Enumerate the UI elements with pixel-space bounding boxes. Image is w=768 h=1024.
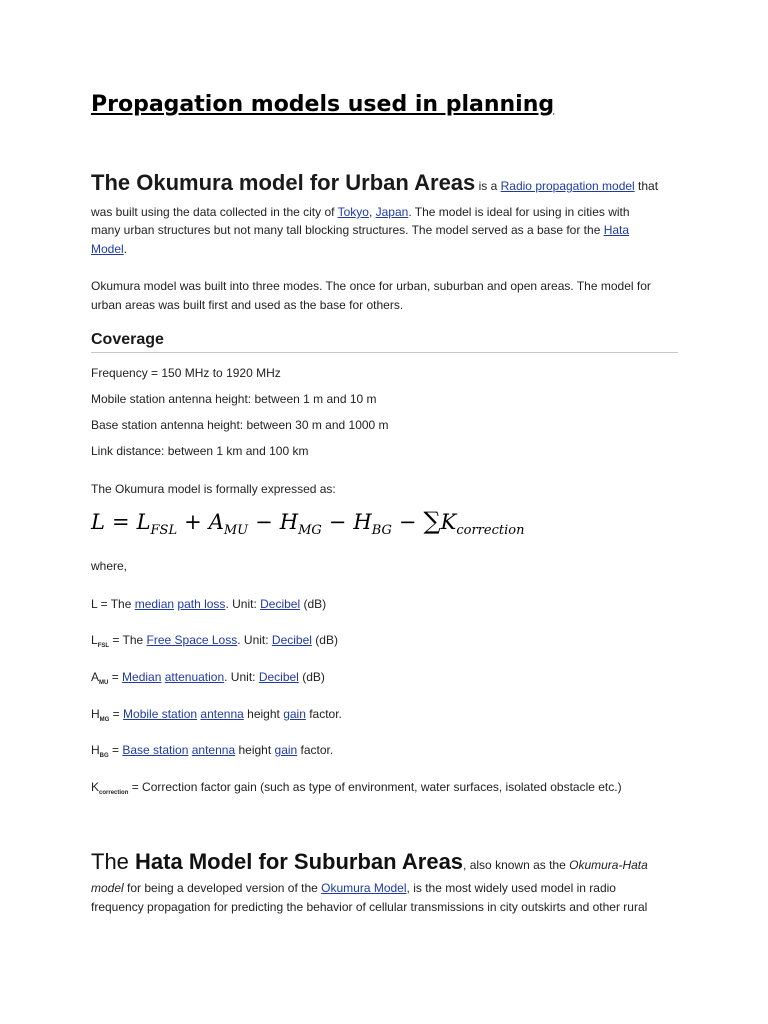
formula-subscript: BG [371,523,392,538]
text: model [91,881,124,895]
hata-line-3: frequency propagation for predicting the behavior of cellular transmissions in city outskirts and other rural [91,900,648,914]
link-decibel[interactable]: Decibel [271,633,312,647]
formula-operator: + [184,510,202,534]
text: H [91,707,100,721]
link-free-space-loss[interactable]: Free Space Loss [146,633,238,647]
link-decibel[interactable]: Decibel [258,670,299,684]
subscript: MG [99,717,110,723]
text: is a [475,179,501,193]
formula-subscript: MU [223,523,249,538]
coverage-item: Frequency = 150 MHz to 1920 MHz [91,366,281,380]
okumura-line-4 [91,240,127,259]
link-path-loss[interactable]: path loss [177,597,226,611]
link-hata[interactable]: Hata [603,223,630,237]
formula-symbol: H [353,510,372,534]
text: = The [109,633,147,647]
text: H [91,743,100,757]
text: was built using the data collected in the city of [91,205,338,219]
text: (dB) [300,597,327,611]
text: height [243,707,284,721]
coverage-heading: Coverage [91,331,164,348]
text: = [108,670,123,684]
link-mobile-station[interactable]: Mobile station [123,707,198,721]
page-title: Propagation models used in planning [91,92,555,117]
text: , is the most widely used model in radio [406,881,616,895]
text: L = The [91,597,135,611]
formula-symbol: A [208,510,224,534]
okumura-line-3 [91,221,629,240]
formula-operator: − [328,510,347,534]
link-antenna[interactable]: antenna [200,707,244,721]
formula-subscript: correction [456,523,525,538]
link-median[interactable]: median [134,597,175,611]
text: A [91,670,100,684]
formula-symbol: K [440,510,457,534]
coverage-divider [91,352,678,353]
link-attenuation[interactable]: attenuation [164,670,225,684]
link-japan[interactable]: Japan [375,205,409,219]
formula-symbol: L [91,510,105,534]
text: = [108,743,123,757]
hata-heading-text: Hata Model for Suburban Areas [135,849,464,874]
link-decibel[interactable]: Decibel [260,597,301,611]
okumura-heading-line [91,170,659,196]
text: L [91,633,98,647]
link-okumura-model[interactable]: Okumura Model [321,881,407,895]
text: , [368,205,376,219]
okumura-para2-line1: Okumura model was built into three modes. The once for urban, suburban and open areas. The model for [91,279,651,293]
def-Amu [91,668,325,693]
def-Hbg [91,741,333,766]
subscript: BG [99,753,109,759]
link-median[interactable]: Median [122,670,162,684]
subscript: correction [99,790,129,796]
formula-operator: = [111,510,130,534]
text: K [91,780,100,794]
text: factor. [305,707,342,721]
formula-symbol: H [279,510,299,534]
link-base-station[interactable]: Base station [122,743,189,757]
text: = [109,707,124,721]
text: . Unit: [237,633,272,647]
formula-operator: − [255,510,273,534]
formula-subscript: FSL [150,523,178,538]
text: . Unit: [225,597,261,611]
link-gain[interactable]: gain [274,743,298,757]
subscript: FSL [97,643,110,649]
text: many urban structures but not many tall blocking structures. The model served as a base for the [91,223,604,237]
formula-operator: − [398,510,417,534]
link-antenna[interactable]: antenna [191,743,236,757]
text: factor. [297,743,334,757]
okumura-formula [91,507,524,538]
coverage-item: Link distance: between 1 km and 100 km [91,444,309,458]
def-L [91,595,326,614]
okumura-para2-line2: urban areas was built first and used as the base for others. [91,298,404,312]
text: , also known as the [463,858,570,872]
link-tokyo[interactable]: Tokyo [337,205,369,219]
text: Okumura-Hata [569,858,648,872]
text: (dB) [298,670,325,684]
link-hata-model[interactable]: Model [91,242,124,256]
text: The [91,849,136,874]
link-radio-propagation-model[interactable]: Radio propagation model [500,179,635,193]
hata-heading [135,849,463,874]
coverage-item: Base station antenna height: between 30 m and 1000 m [91,418,389,432]
okumura-heading: The Okumura model for Urban Areas [91,170,476,195]
hata-heading-line [91,849,648,875]
def-Hmg [91,705,342,730]
text: for being a developed version of the [123,881,322,895]
def-Lfsl [91,631,338,656]
hata-line-2 [91,879,616,898]
where-text: where, [91,559,128,573]
formula-subscript: MG [298,523,322,538]
text: = Correction factor gain (such as type of environment, water surfaces, isolated obstacle etc.) [128,780,622,794]
okumura-line-2 [91,203,630,222]
text: . [123,242,128,256]
def-Kcorrection [91,778,622,803]
subscript: MU [99,680,109,686]
formula-intro: The Okumura model is formally expressed as: [91,482,336,496]
text: (dB) [311,633,338,647]
coverage-item: Mobile station antenna height: between 1 m and 10 m [91,392,377,406]
text: . The model is ideal for using in cities with [408,205,630,219]
text: . Unit: [224,670,259,684]
formula-sum-symbol: ∑ [423,507,441,535]
text: that [634,179,659,193]
formula-symbol: L [136,510,151,534]
link-gain[interactable]: gain [283,707,306,721]
text: height [235,743,275,757]
